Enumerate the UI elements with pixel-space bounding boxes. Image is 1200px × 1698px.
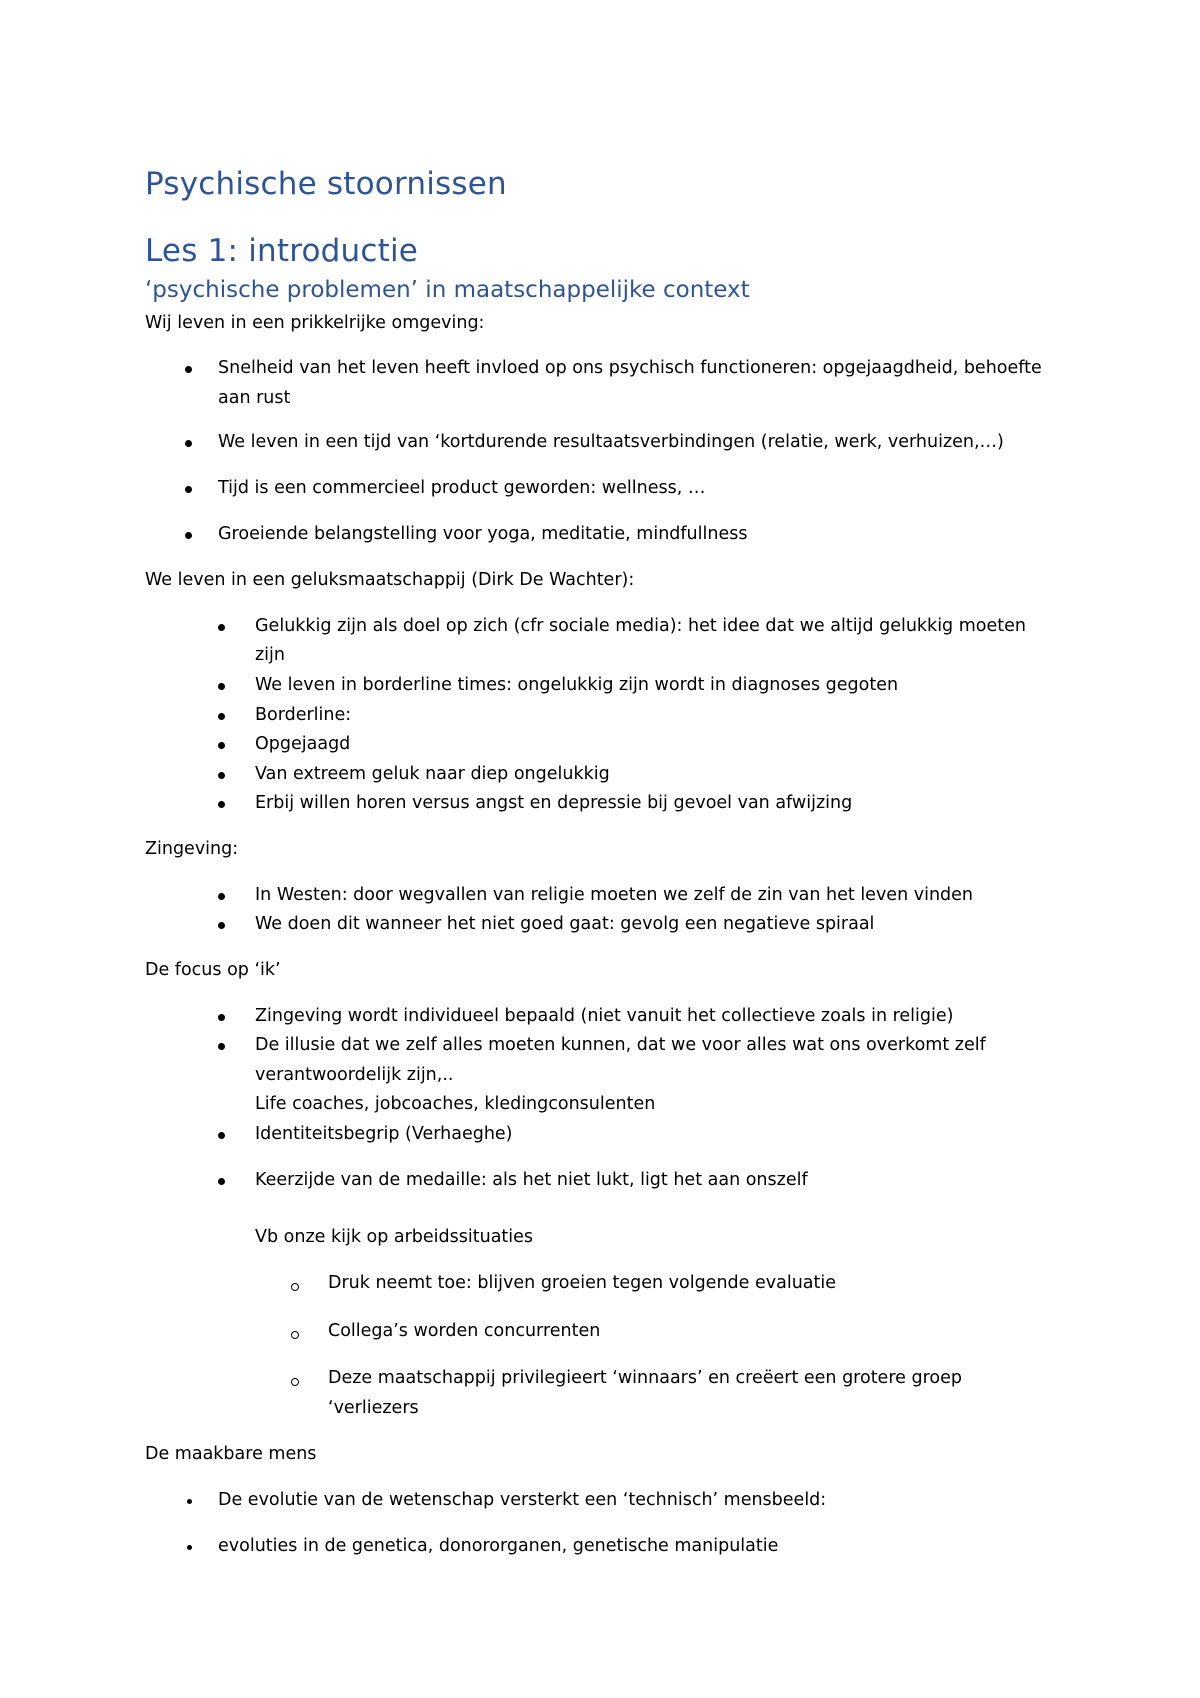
document-title: Psychische stoornissen xyxy=(145,166,507,202)
list-item: We leven in een tijd van ‘kortdurende resultaatsverbindingen (relatie, werk, verhuizen,…) xyxy=(218,432,1004,452)
bullet-icon xyxy=(218,1043,225,1050)
sub-list-item-continuation: ‘verliezers xyxy=(328,1398,419,1418)
bullet-icon xyxy=(185,486,192,493)
example-heading: Vb onze kijk op arbeidssituaties xyxy=(255,1227,534,1247)
list-item: We leven in borderline times: ongelukkig zijn wordt in diagnoses gegoten xyxy=(255,675,899,695)
list-item-continuation: verantwoordelijk zijn,.. xyxy=(255,1065,454,1085)
bullet-icon xyxy=(185,532,192,539)
list-item: We doen dit wanneer het niet goed gaat: gevolg een negatieve spiraal xyxy=(255,914,875,934)
list-item: In Westen: door wegvallen van religie moeten we zelf de zin van het leven vinden xyxy=(255,885,974,905)
sub-list-item: Druk neemt toe: blijven groeien tegen volgende evaluatie xyxy=(328,1273,836,1293)
list-item: Groeiende belangstelling voor yoga, meditatie, mindfullness xyxy=(218,524,748,544)
paragraph: Zingeving: xyxy=(145,839,239,859)
bullet-icon xyxy=(218,801,225,808)
paragraph: We leven in een geluksmaatschappij (Dirk De Wachter): xyxy=(145,570,635,590)
list-item: evoluties in de genetica, donororganen, genetische manipulatie xyxy=(218,1536,779,1556)
paragraph: De focus op ‘ik’ xyxy=(145,960,281,980)
bullet-icon xyxy=(218,624,225,631)
list-item: Borderline: xyxy=(255,705,352,725)
intro-paragraph: Wij leven in een prikkelrijke omgeving: xyxy=(145,313,485,333)
bullet-icon xyxy=(185,440,192,447)
lesson-title: Les 1: introductie xyxy=(145,233,419,269)
bullet-icon xyxy=(218,1178,225,1185)
list-item: De illusie dat we zelf alles moeten kunnen, dat we voor alles wat ons overkomt zelf xyxy=(255,1035,986,1055)
list-item: Van extreem geluk naar diep ongelukkig xyxy=(255,764,610,784)
bullet-icon xyxy=(218,893,225,900)
circle-bullet-icon xyxy=(291,1378,299,1386)
list-item-continuation: aan rust xyxy=(218,388,291,408)
section-title: ‘psychische problemen’ in maatschappelijke context xyxy=(145,277,750,303)
bullet-icon xyxy=(218,772,225,779)
sub-list-item: Collega’s worden concurrenten xyxy=(328,1321,601,1341)
bullet-icon xyxy=(218,713,225,720)
bullet-icon xyxy=(187,1499,192,1504)
circle-bullet-icon xyxy=(291,1283,299,1291)
bullet-icon xyxy=(187,1545,192,1550)
bullet-icon xyxy=(218,1014,225,1021)
list-item: Tijd is een commercieel product geworden: wellness, … xyxy=(218,478,706,498)
list-item: Keerzijde van de medaille: als het niet lukt, ligt het aan onszelf xyxy=(255,1170,808,1190)
bullet-icon xyxy=(218,922,225,929)
list-item: Zingeving wordt individueel bepaald (niet vanuit het collectieve zoals in religie) xyxy=(255,1006,954,1026)
sub-list-item: Deze maatschappij privilegieert ‘winnaars’ en creëert een grotere groep xyxy=(328,1368,962,1388)
circle-bullet-icon xyxy=(291,1331,299,1339)
paragraph: De maakbare mens xyxy=(145,1444,317,1464)
list-item: Snelheid van het leven heeft invloed op ons psychisch functioneren: opgejaagdheid, behoefte xyxy=(218,358,1042,378)
list-item: Gelukkig zijn als doel op zich (cfr sociale media): het idee dat we altijd gelukkig moeten xyxy=(255,616,1026,636)
list-item-continuation: Life coaches, jobcoaches, kledingconsulenten xyxy=(255,1094,656,1114)
list-item: Identiteitsbegrip (Verhaeghe) xyxy=(255,1124,513,1144)
list-item: De evolutie van de wetenschap versterkt een ‘technisch’ mensbeeld: xyxy=(218,1490,827,1510)
bullet-icon xyxy=(218,683,225,690)
list-item: Opgejaagd xyxy=(255,734,351,754)
bullet-icon xyxy=(218,742,225,749)
bullet-icon xyxy=(218,1132,225,1139)
bullet-icon xyxy=(185,366,192,373)
list-item: Erbij willen horen versus angst en depressie bij gevoel van afwijzing xyxy=(255,793,853,813)
list-item-continuation: zijn xyxy=(255,645,286,665)
